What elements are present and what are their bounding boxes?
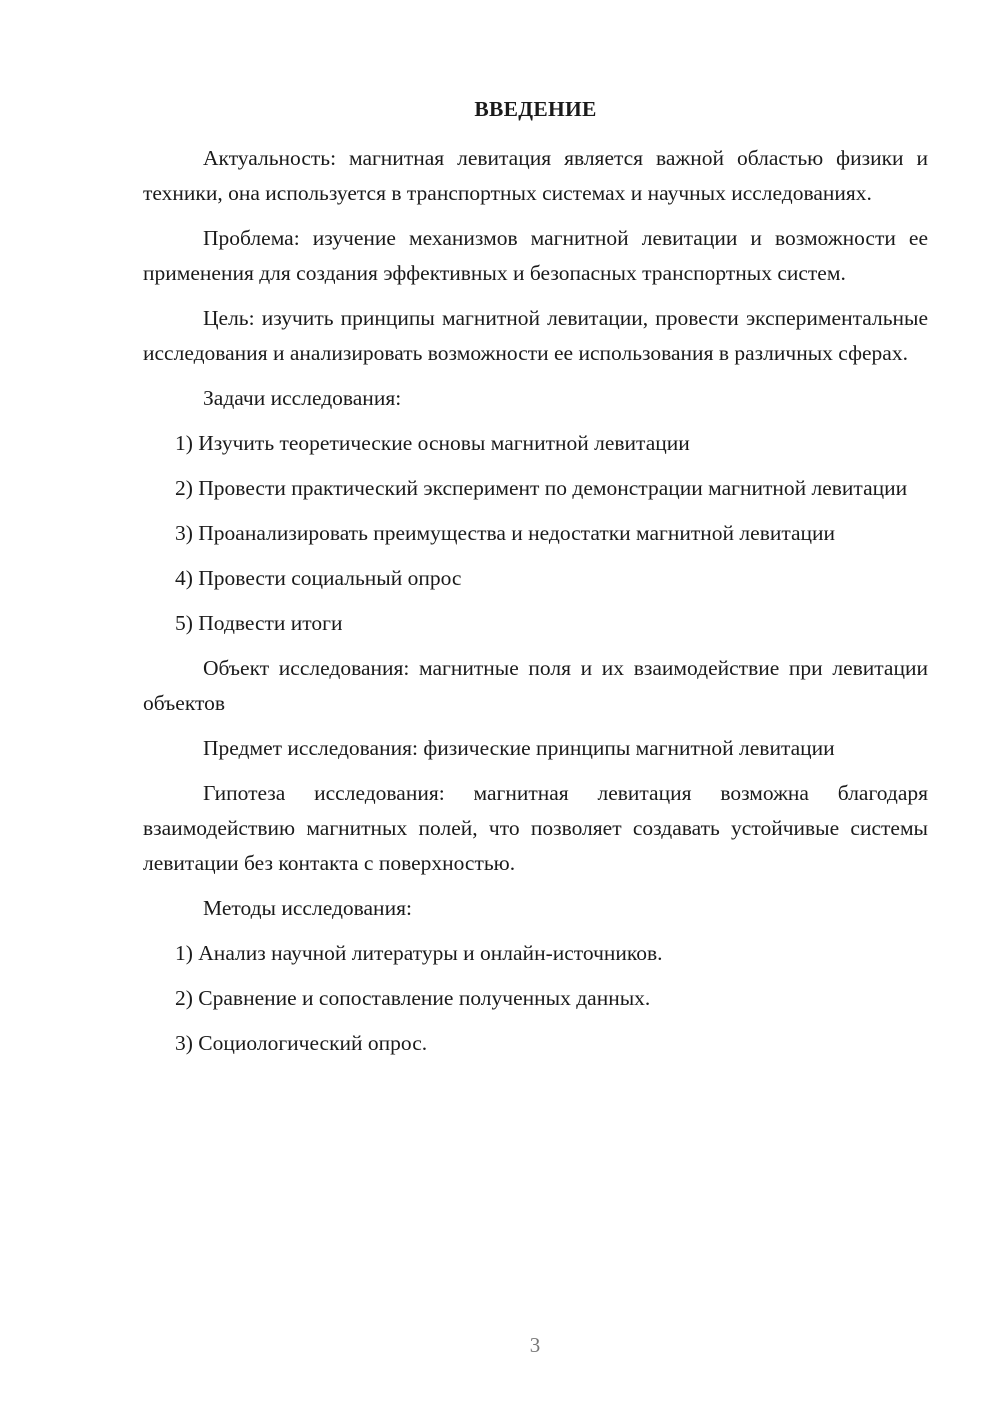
object-paragraph: Объект исследования: магнитные поля и их взаимодействие при левитации объектов: [143, 656, 928, 715]
methods-heading: Методы исследования:: [203, 896, 412, 920]
task-item: 4) Провести социальный опрос: [175, 566, 462, 590]
hypothesis-paragraph: Гипотеза исследования: магнитная левитация возможна благодаря взаимодействию магнитных полей, что позволяет создавать устойчивые системы левитации без контакта с поверхностью.: [143, 781, 928, 875]
task-item: 3) Проанализировать преимущества и недостатки магнитной левитации: [175, 521, 836, 545]
subject-paragraph: Предмет исследования: физические принципы магнитной левитации: [203, 736, 835, 760]
tasks-heading: Задачи исследования:: [203, 386, 402, 410]
method-item: 2) Сравнение и сопоставление полученных данных.: [175, 986, 651, 1010]
method-item: 1) Анализ научной литературы и онлайн-источников.: [175, 941, 663, 965]
problem-paragraph: Проблема: изучение механизмов магнитной левитации и возможности ее применения для создания эффективных и безопасных транспортных систем.: [143, 226, 928, 285]
task-item: 1) Изучить теоретические основы магнитной левитации: [175, 431, 690, 455]
task-item: 5) Подвести итоги: [175, 611, 343, 635]
page-number: 3: [529, 1333, 541, 1357]
method-item: 3) Социологический опрос.: [175, 1031, 428, 1055]
goal-paragraph: Цель: изучить принципы магнитной левитации, провести экспериментальные исследования и анализировать возможности ее использования в различных сферах.: [143, 306, 928, 365]
relevance-paragraph: Актуальность: магнитная левитация является важной областью физики и техники, она используется в транспортных системах и научных исследованиях.: [143, 146, 928, 205]
document-page: [143, 92, 928, 1071]
task-item: 2) Провести практический эксперимент по демонстрации магнитной левитации: [175, 476, 908, 500]
page-title: ВВЕДЕНИЕ: [474, 97, 597, 121]
